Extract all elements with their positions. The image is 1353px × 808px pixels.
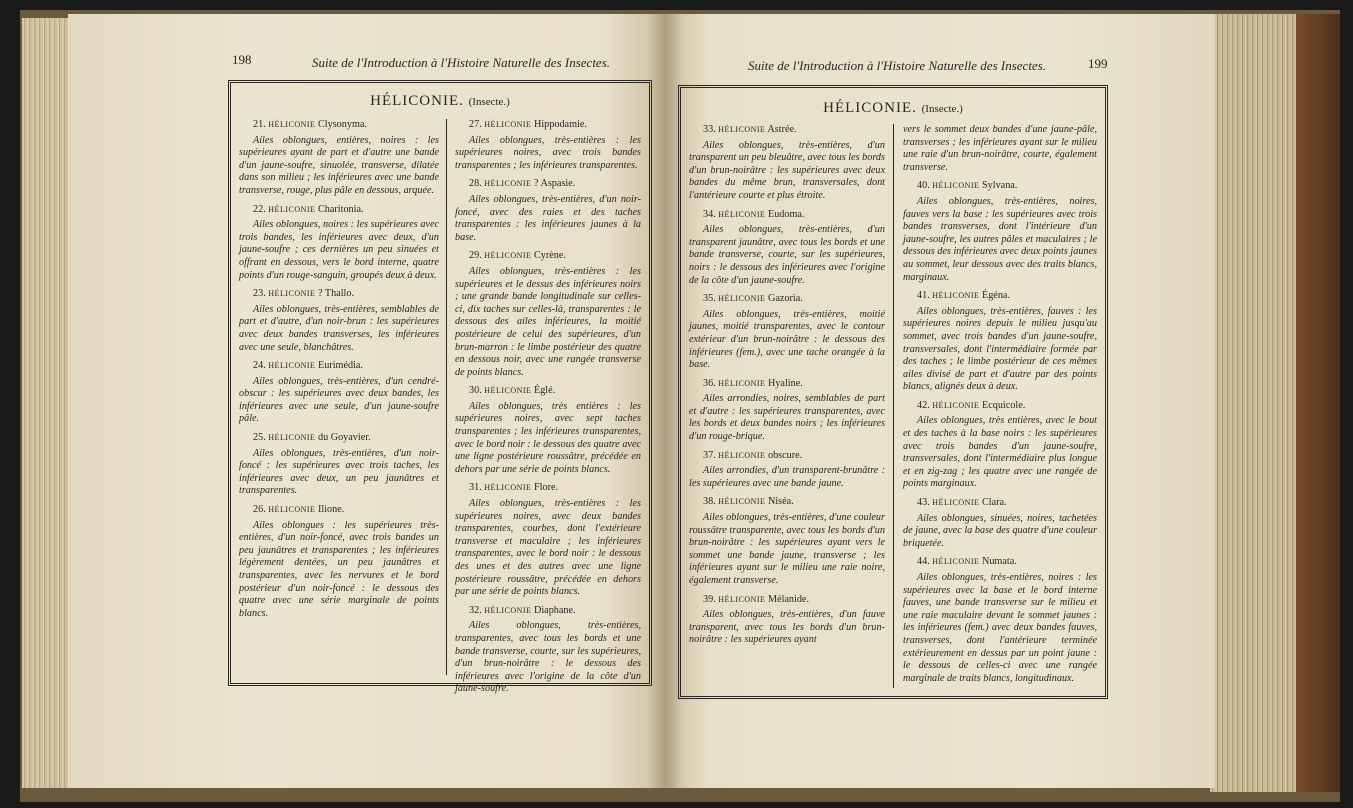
species-name: ? Thallo. <box>317 288 355 300</box>
species-description: Ailes oblongues, entières, noires : les supérieures ayant de part et d'autre une bande d'un jaune-soufre, sinuolée, transverse, dilatée dans son milieu ; les inférieures avec une bande transverse, rouge, plus pâle en dessous, arquée. <box>239 134 439 196</box>
book-cover <box>1296 14 1340 792</box>
species-description: vers le sommet deux bandes d'une jaune-pâle, transverses ; les inférieures ayant sur le milieu une raie d'un brun-noirâtre, courte, également transverse. <box>903 124 1097 173</box>
species-entry <box>455 119 641 172</box>
species-entry <box>455 250 641 379</box>
species-number: 37. <box>703 449 716 461</box>
species-entry <box>239 288 439 354</box>
genus-name: HÉLICONIE <box>932 557 980 567</box>
species-heading <box>689 496 885 509</box>
species-heading <box>903 180 1097 193</box>
species-heading <box>455 250 641 263</box>
species-heading <box>239 119 439 132</box>
species-name: Numata. <box>981 556 1017 568</box>
genus-name: HÉLICONIE <box>718 209 766 219</box>
species-heading <box>239 360 439 373</box>
species-entry <box>903 180 1097 284</box>
species-description: Ailes oblongues, très-entières, semblables de part et d'autre, d'un noir-brun : les supérieures avec deux bandes transverses, les inférieures avec une seule, blanchâtres. <box>239 303 439 353</box>
species-entry <box>903 556 1097 685</box>
species-number: 33. <box>703 124 716 135</box>
right-column-1 <box>689 124 885 653</box>
gutter <box>648 14 682 788</box>
right-running-head: Suite de l'Introduction à l'Histoire Naturelle des Insectes. <box>748 58 1047 73</box>
species-heading <box>903 290 1097 303</box>
species-name: Astrée. <box>767 124 797 135</box>
genus-name: HÉLICONIE <box>268 361 316 371</box>
species-heading <box>689 124 885 137</box>
species-entry <box>689 450 885 491</box>
genus-name: HÉLICONIE <box>484 251 532 261</box>
species-name: Cyrène. <box>533 250 566 262</box>
species-entry <box>455 482 641 598</box>
species-heading <box>689 450 885 463</box>
species-entry <box>903 497 1097 550</box>
species-description: Ailes oblongues, très-entières, noires : les supérieures avec la base et le bord interne fauves, une bande transverse sur le milieu et une raie maculaire devant le sommet jaunes : les inférieures (fem.) avec deux bandes fauves, transverses, dont l'antérieure terminée extérieurement en dessus par un point jaune : le dessous de celles-ci avec une rangée marginale de traits blancs, longitudinaux. <box>903 572 1097 684</box>
genus-name: HÉLICONIE <box>268 505 316 515</box>
species-number: 21. <box>253 119 266 130</box>
species-description: Ailes oblongues, très entières, avec le bout et des taches à la base noirs : les supérieures avec trois bandes d'un jaune-soufre, transversales, dont l'intermédiaire plus longue et en zig-zag ; les quatre avec une rangée de points marginaux. <box>903 415 1097 490</box>
species-description: Ailes arrondies, d'un transparent-brunâtre : les supérieures avec une bande jaune. <box>689 465 885 489</box>
genus-name: HÉLICONIE <box>268 289 316 299</box>
species-number: 23. <box>253 288 266 300</box>
genus-name: HÉLICONIE <box>484 483 532 493</box>
species-entry <box>455 178 641 244</box>
species-number: 40. <box>917 180 930 192</box>
species-description: Ailes oblongues, très-entières : les supérieures et le dessus des inférieures noirs ; une grande bande longitudinale sur celles-ci, dix taches sur celles-là, transparentes : le dessous des ailes inférieures, la moitié postérieure de celui des supérieures, d'un brun-marron : le limbe postérieur des quatre en dessous noir, avec une rangée transverse de points blancs. <box>455 265 641 378</box>
genus-name: HÉLICONIE <box>932 291 980 301</box>
species-entry <box>689 209 885 288</box>
species-entry <box>239 432 439 498</box>
species-number: 31. <box>469 482 482 494</box>
species-entry <box>455 385 641 476</box>
species-name: Sylvana. <box>981 180 1018 192</box>
species-heading <box>455 605 641 618</box>
species-entry <box>689 496 885 587</box>
species-description: Ailes oblongues, sinuées, noires, tachetées de jaune, avec la base des quatre d'une couleur briquetée. <box>903 512 1097 549</box>
right-page-number: 199 <box>1088 56 1108 71</box>
species-name: Eurimédia. <box>317 360 363 372</box>
species-number: 39. <box>703 593 716 605</box>
species-name: Diaphane. <box>533 604 576 616</box>
left-column-2 <box>455 119 641 702</box>
species-heading <box>455 178 641 191</box>
species-number: 42. <box>917 399 930 411</box>
species-heading <box>689 293 885 306</box>
species-entry <box>903 290 1097 394</box>
genus-title: HÉLICONIE. <box>370 93 464 109</box>
genus-name: HÉLICONIE <box>484 386 532 396</box>
species-description: Ailes oblongues, très-entières : les supérieures noires, avec deux bandes transparentes, courbes, dont l'extérieure transverse et maculaire ; les inférieures transparentes, avec le bord noir : le dessous des unes et des autres avec une ligne postérieure roussâtre, précédée en dehors par une série de points blancs. <box>455 498 641 598</box>
genus-name: HÉLICONIE <box>268 204 316 214</box>
species-description: Ailes oblongues, très-entières, transparentes, avec tous les bords et une bande transverse, courte, sur les supérieures, d'un brun-noirâtre : le dessous des inférieures avec l'origine de la côte d'un jaune-soufre. <box>455 620 641 695</box>
left-text-frame <box>228 80 652 695</box>
species-name: Mélanide. <box>767 593 810 605</box>
genus-name: HÉLICONIE <box>718 497 766 507</box>
species-name: du Goyavier. <box>317 432 371 444</box>
genus-name: HÉLICONIE <box>718 378 766 388</box>
species-name: Charitonia. <box>317 203 364 215</box>
column-rule <box>446 119 447 675</box>
left-page-edges <box>22 18 70 788</box>
column-rule <box>893 124 894 688</box>
genus-name: HÉLICONIE <box>484 605 532 615</box>
species-name: obscure. <box>767 449 803 461</box>
species-description: Ailes oblongues, noires : les supérieures avec trois bandes, les inférieures avec deux, d'un jaune-soufre ; ces dernières un peu sinuées et offrant en dessous, vers le bord interne, quatre points d'un rouge-sanguin, groupés deux à deux. <box>239 219 439 281</box>
species-number: 36. <box>703 377 716 389</box>
left-page-number: 198 <box>232 52 252 67</box>
left-column-1 <box>239 119 439 626</box>
species-entry <box>689 293 885 372</box>
left-genus-heading <box>231 93 649 110</box>
species-description: Ailes oblongues, très-entières : les supérieures noires, avec trois bandes transparentes ; les inférieures transparentes. <box>455 134 641 171</box>
genus-name: HÉLICONIE <box>268 433 316 443</box>
species-number: 34. <box>703 208 716 220</box>
species-entry <box>239 360 439 426</box>
species-entry <box>903 124 1097 174</box>
species-name: Gazoria. <box>767 293 803 305</box>
species-description: Ailes oblongues, très-entières, d'un fauve transparent, avec tous les bords d'un brun-noirâtre : les supérieures ayant <box>689 609 885 646</box>
species-description: Ailes oblongues, très-entières, noires, fauves vers la base : les supérieures avec trois bandes transverses, dont l'intérieure d'un jaune-soufre, les autres pâles et maculaires ; le dessous des inférieures avec deux points jaunes au sommet, leur dessous avec des traits blancs, marginaux. <box>903 195 1097 283</box>
species-name: Flore. <box>533 482 559 494</box>
left-running-head: Suite de l'Introduction à l'Histoire Naturelle des Insectes. <box>312 55 611 70</box>
species-heading <box>239 204 439 217</box>
species-number: 27. <box>469 119 482 130</box>
species-name: Hippodamie. <box>533 119 587 130</box>
species-name: Ecquicole. <box>981 399 1026 411</box>
genus-name: HÉLICONIE <box>484 179 532 189</box>
genus-name: HÉLICONIE <box>718 125 766 134</box>
species-number: 32. <box>469 604 482 616</box>
species-heading <box>239 432 439 445</box>
species-description: Ailes oblongues, très-entières, d'une couleur roussâtre transparente, avec tous les bords d'un brun-noirâtre : les supérieures ayant vers le sommet une bande jaune, transverse ; les inférieures ayant sur le milieu une raie noire, également transverse. <box>689 512 885 586</box>
species-name: Églé. <box>533 385 556 397</box>
species-description: Ailes oblongues, très-entières, d'un transparent un peu bleuâtre, avec tous les bords d'un brun-noirâtre : les supérieures avec deux bandes du même brun, transversales, dont l'antérieure courte et plus étroite. <box>689 139 885 201</box>
genus-order: (Insecte.) <box>921 103 963 115</box>
right-column-2 <box>903 124 1097 691</box>
species-description: Ailes oblongues, très-entières, moitié jaunes, moitié transparentes, avec le contour extérieur d'un brun-noirâtre : le dessous des inférieures (fem.), avec une tache orangée à la base. <box>689 308 885 371</box>
species-heading <box>903 400 1097 413</box>
genus-name: HÉLICONIE <box>932 400 980 410</box>
species-number: 29. <box>469 250 482 262</box>
right-genus-heading <box>681 100 1105 117</box>
species-entry <box>689 124 885 203</box>
genus-name: HÉLICONIE <box>718 294 766 304</box>
species-name: Clysonyma. <box>317 119 367 130</box>
species-number: 25. <box>253 432 266 444</box>
species-number: 30. <box>469 385 482 397</box>
species-number: 28. <box>469 178 482 190</box>
genus-name: HÉLICONIE <box>932 498 980 508</box>
species-name: Clara. <box>981 497 1007 509</box>
species-number: 41. <box>917 290 930 302</box>
species-description: Ailes oblongues, très-entières, d'un transparent jaunâtre, avec tous les bords et une bande transverse, courte, sur les supérieures, noirs : le dessous des inférieures avec l'origine de la côte d'un jaune-soufre. <box>689 224 885 286</box>
species-heading <box>903 556 1097 569</box>
species-description: Ailes oblongues : les supérieures très-entières, d'un noir-foncé, avec trois bandes un peu jaunâtres et transparentes ; les inférieures légèrement dentées, un peu jaunâtres et transparentes, avec les nervures et le bord postérieur d'un noir-foncé : le dessous des quatre avec une série marginale de points blancs. <box>239 519 439 619</box>
species-name: Niséa. <box>767 496 794 508</box>
species-number: 24. <box>253 360 266 372</box>
right-text-frame <box>678 85 1108 699</box>
genus-order: (Insecte.) <box>468 96 510 108</box>
species-description: Ailes oblongues, très-entières, d'un cendré-obscur : les supérieures avec deux bandes, les inférieures avec une seule, d'un jaune-soufre pâle. <box>239 375 439 425</box>
species-number: 22. <box>253 203 266 215</box>
species-heading <box>455 482 641 495</box>
species-heading <box>455 119 641 132</box>
species-heading <box>239 504 439 517</box>
species-number: 35. <box>703 293 716 305</box>
species-entry <box>903 400 1097 491</box>
species-entry <box>455 605 641 696</box>
species-number: 38. <box>703 496 716 508</box>
genus-name: HÉLICONIE <box>718 594 766 604</box>
species-name: Hyaline. <box>767 377 803 389</box>
species-description: Ailes oblongues, très-entières, fauves : les supérieures noires depuis le milieu jusqu'au sommet, avec trois bandes d'un jaune-soufre, transversales, dont l'intermédiaire formée par des taches ; le limbe postérieur de ces mêmes ailes divisé de part et d'autre par des points blancs, alignés deux à deux. <box>903 305 1097 393</box>
species-number: 43. <box>917 497 930 509</box>
species-entry <box>239 504 439 620</box>
species-entry <box>239 204 439 283</box>
genus-name: HÉLICONIE <box>268 120 316 129</box>
species-name: Eudoma. <box>767 208 805 220</box>
genus-title: HÉLICONIE. <box>823 100 917 116</box>
species-description: Ailes oblongues, très-entières, d'un noir-foncé : les supérieures avec trois taches, les inférieures avec deux, un peu jaunâtres et transparentes. <box>239 447 439 497</box>
species-number: 44. <box>917 556 930 568</box>
genus-name: HÉLICONIE <box>484 120 532 129</box>
species-number: 26. <box>253 504 266 516</box>
genus-name: HÉLICONIE <box>932 181 980 191</box>
species-description: Ailes oblongues, très-entières, d'un noir-foncé, avec des raies et des taches transparentes : les inférieures jaunes à la base. <box>455 193 641 243</box>
species-heading <box>689 209 885 222</box>
species-entry <box>239 119 439 198</box>
species-entry <box>689 378 885 444</box>
species-description: Ailes arrondies, noires, semblables de part et d'autre : les supérieures transparentes, avec les bords et deux bandes noirs ; les inférieures d'un rouge-brique. <box>689 393 885 443</box>
species-entry <box>689 594 885 647</box>
species-heading <box>689 378 885 391</box>
genus-name: HÉLICONIE <box>718 450 766 460</box>
species-heading <box>903 497 1097 510</box>
species-name: Égéna. <box>981 290 1010 302</box>
species-heading <box>455 385 641 398</box>
species-heading <box>239 288 439 301</box>
species-description: Ailes oblongues, très entières : les supérieures noires, avec sept taches transparentes ; les inférieures transparentes, avec le bord noir : le dessous des quatre avec une ligne postérieure roussâtre, précédée en dehors par une série de points blancs. <box>455 400 641 475</box>
species-heading <box>689 594 885 607</box>
species-name: ? Aspasie. <box>533 178 576 190</box>
species-name: Ilione. <box>317 504 345 516</box>
